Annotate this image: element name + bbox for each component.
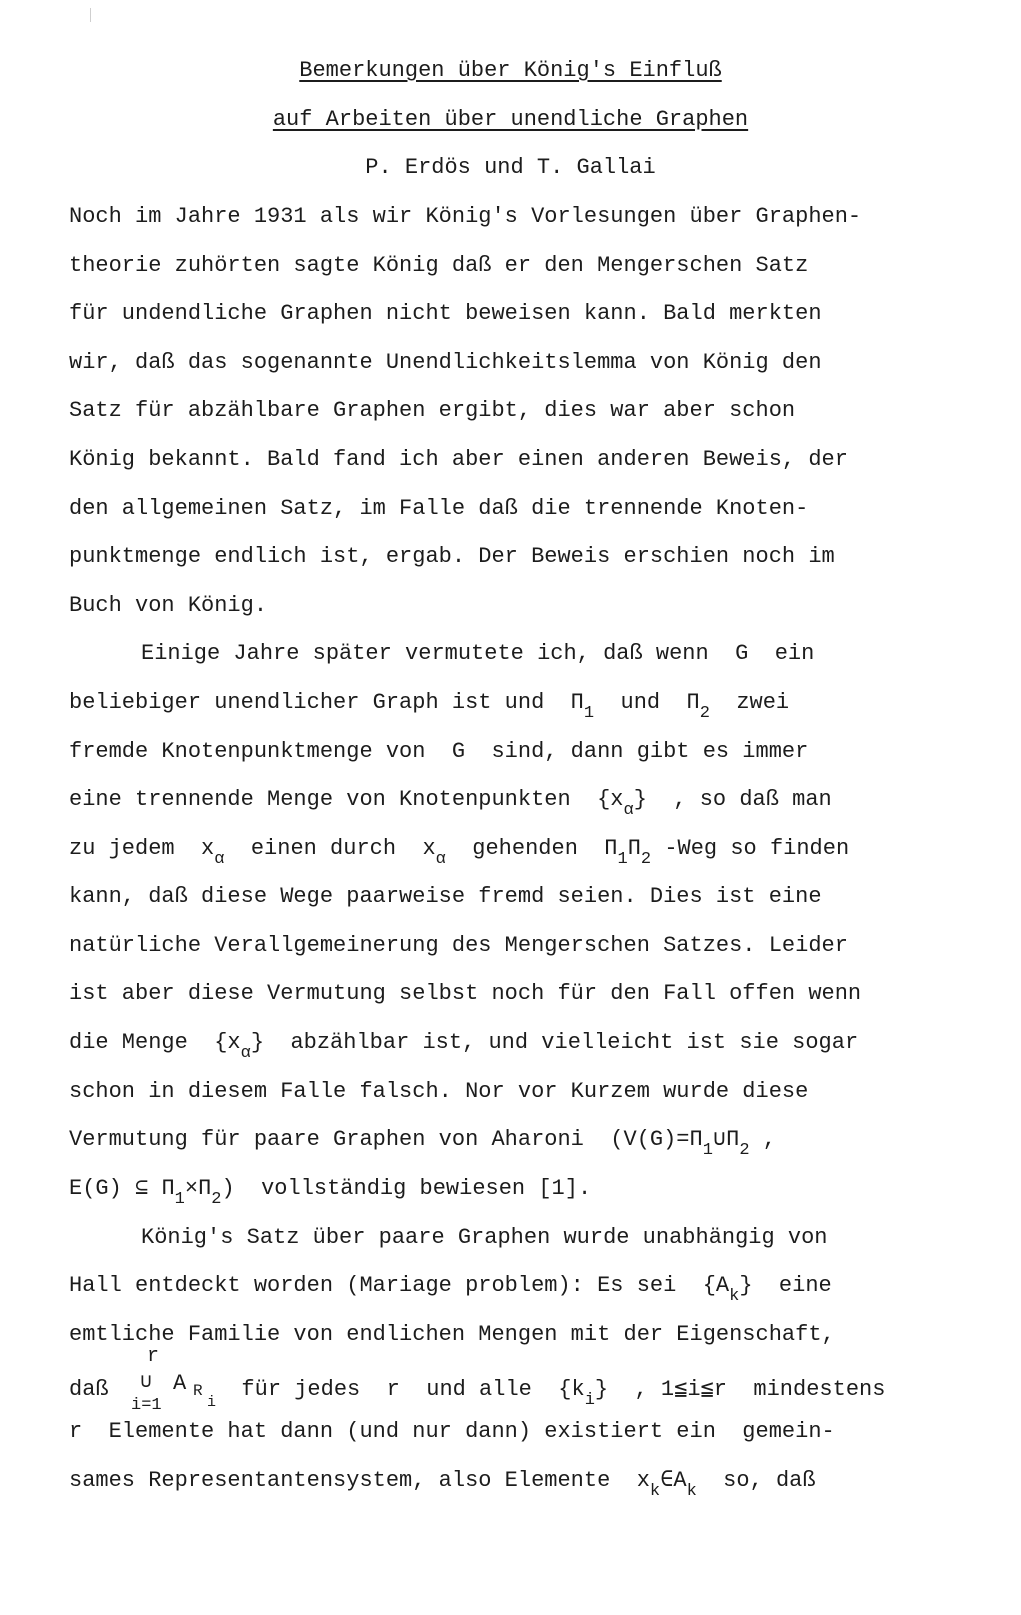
para1-line: Satz für abzählbare Graphen ergibt, dies war aber schon	[69, 398, 796, 423]
para2-line: zu jedem $x_\alpha$ einen durch $x_\alpha$ gehenden $\Pi_1\Pi_2$ -Weg so finden	[69, 836, 850, 869]
para2-line: ist aber diese Vermutung selbst noch für den Fall offen wenn	[69, 981, 862, 1006]
para1-line: wir, daß das sogenannte Unendlichkeitslemma von König den	[69, 350, 822, 375]
para3-line: König's Satz über paare Graphen wurde unabhängig von	[141, 1225, 828, 1250]
para2-line: fremde Knotenpunktmenge von G sind, dann gibt es immer	[69, 739, 809, 764]
para3-line: daß r ∪ i=1 A R i für jedes r und alle $\{k_i\}$ , 1≦i≦r mindestens	[69, 1345, 886, 1415]
authors: P. Erdös und T. Gallai	[365, 155, 656, 180]
para1-line: Buch von König.	[69, 593, 268, 618]
para2-line: natürliche Verallgemeinerung des Mengerschen Satzes. Leider	[69, 933, 848, 958]
para3-line: r Elemente hat dann (und nur dann) existiert ein gemein-	[69, 1419, 835, 1444]
para1-line: theorie zuhörten sagte König daß er den Mengerschen Satz	[69, 253, 809, 278]
para2-line: die Menge $\{x_\alpha\}$ abzählbar ist, und vielleicht ist sie sogar	[69, 1030, 859, 1063]
para3-line: emtliche Familie von endlichen Mengen mit der Eigenschaft,	[69, 1322, 835, 1347]
para2-line: E(G) ⊆ $\Pi_1\times\Pi_2$) vollständig bewiesen [1].	[69, 1176, 592, 1209]
para2-line: eine trennende Menge von Knotenpunkten $\{x_\alpha\}$ , so daß man	[69, 787, 832, 820]
para2-line: Vermutung für paare Graphen von Aharoni ($V(G)=\Pi_1\cup\Pi_2$ ,	[69, 1127, 776, 1160]
para1-line: den allgemeinen Satz, im Falle daß die trennende Knoten-	[69, 496, 809, 521]
para2-line: schon in diesem Falle falsch. Nor vor Kurzem wurde diese	[69, 1079, 809, 1104]
para1-line: König bekannt. Bald fand ich aber einen anderen Beweis, der	[69, 447, 848, 472]
para3-line: sames Representantensystem, also Elemente $x_k\in A_k$ so, daß	[69, 1468, 816, 1501]
para2-line: beliebiger unendlicher Graph ist und $\Pi_1$ und $\Pi_2$ zwei	[69, 690, 790, 723]
para1-line: punktmenge endlich ist, ergab. Der Beweis erschien noch im	[69, 544, 835, 569]
title-line-1: Bemerkungen über König's Einfluß	[299, 58, 722, 83]
para2-line: kann, daß diese Wege paarweise fremd seien. Dies ist eine	[69, 884, 822, 909]
para1-line: Noch im Jahre 1931 als wir König's Vorlesungen über Graphen-	[69, 204, 862, 229]
para3-line: Hall entdeckt worden (Mariage problem): Es sei $\{A_k\}$ eine	[69, 1273, 832, 1306]
para2-line: Einige Jahre später vermutete ich, daß wenn G ein	[141, 641, 815, 666]
scan-mark	[90, 8, 91, 22]
union-expression: r ∪ i=1 A R i	[131, 1345, 217, 1415]
para1-line: für undendliche Graphen nicht beweisen kann. Bald merkten	[69, 301, 822, 326]
title-line-2: auf Arbeiten über unendliche Graphen	[272, 107, 749, 132]
